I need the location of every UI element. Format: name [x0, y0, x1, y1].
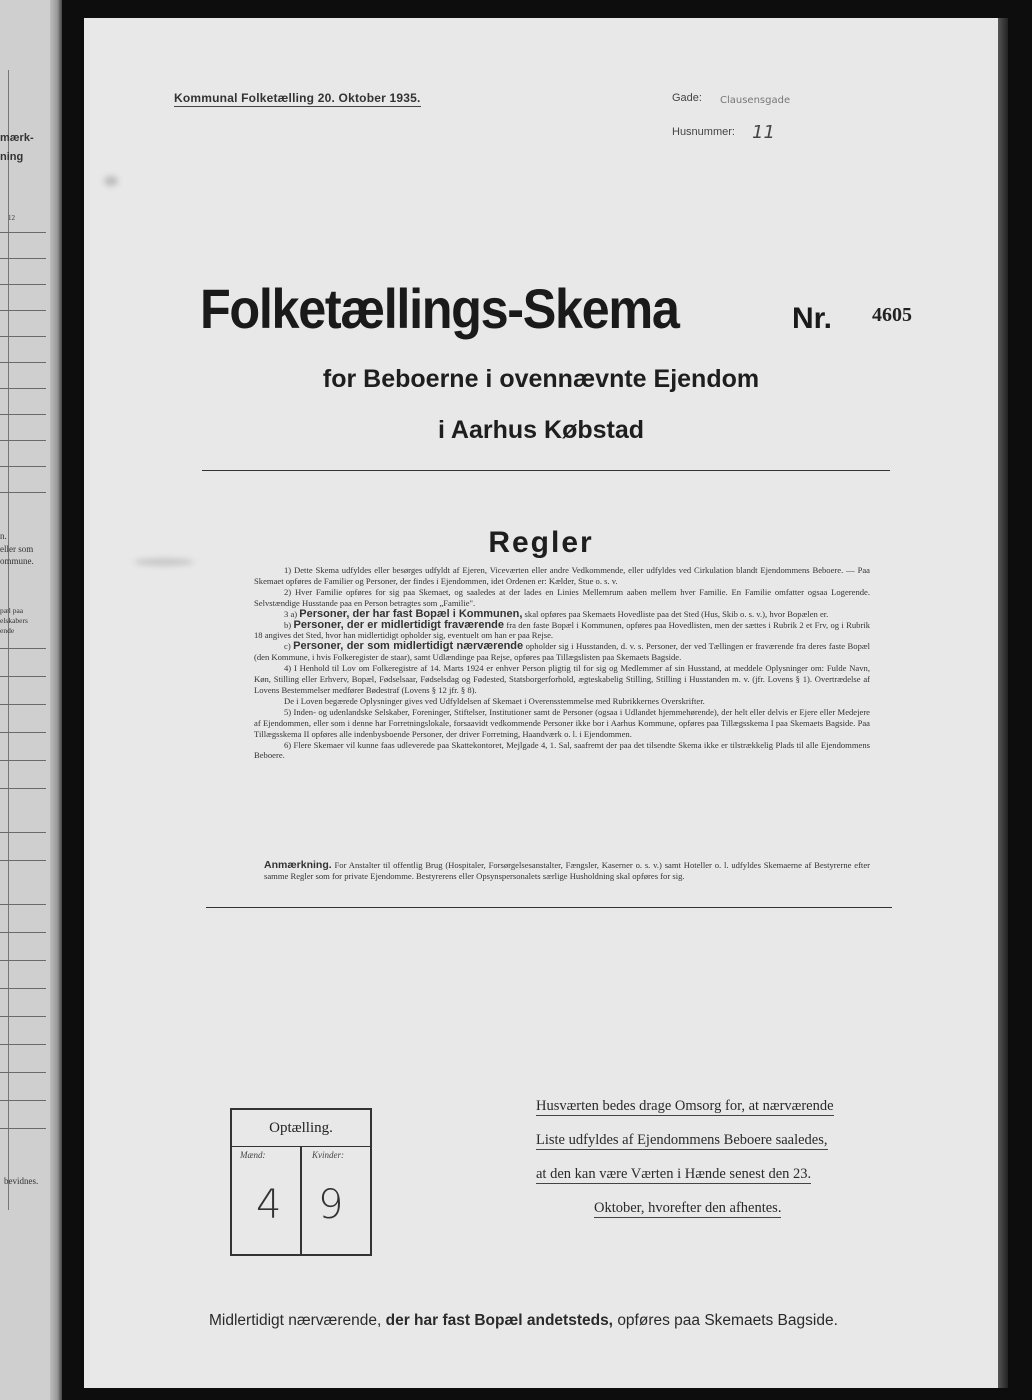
- rule-1: 1) Dette Skema udfyldes eller besørges udfyldt af Ejeren, Viceværten eller andre Vedkommende, eller udfyldes ved Cirkulation blandt Ejendommens Beboere. — Paa Skemaet opføres de Familier og Personer, der findes i Ejendommen, idet Ordenen er: Kælder, Stue o. s. v.: [254, 565, 870, 586]
- left-page-rule: [0, 760, 46, 761]
- rule-3c-bold: Personer, der som midlertidigt nærværende: [293, 640, 524, 653]
- count-heading: Optælling.: [232, 1110, 370, 1147]
- left-page-rule: [0, 676, 46, 677]
- remark-label: Anmærkning.: [264, 859, 332, 871]
- men-label: Mænd:: [240, 1150, 266, 1160]
- form-number: 4605: [872, 304, 912, 326]
- left-page-rule: [0, 704, 46, 705]
- rule-3b: [254, 620, 870, 642]
- footer-text: Midlertidigt nærværende,: [209, 1312, 382, 1329]
- rule-3a-bold: Personer, der har fast Bopæl i Kommunen,: [299, 607, 523, 620]
- left-page-rule: [0, 648, 46, 649]
- left-page-text: mærk-: [0, 132, 34, 144]
- left-page-text: bevidnes.: [4, 1176, 39, 1186]
- women-label: Kvinder:: [312, 1150, 344, 1160]
- footer-text: opføres paa Skemaets Bagside.: [617, 1312, 838, 1329]
- left-page-rule: [0, 732, 46, 733]
- left-page-text: 12: [8, 214, 15, 222]
- left-page-rule: [0, 414, 46, 415]
- men-count: 4: [256, 1182, 282, 1228]
- divider: [202, 470, 890, 471]
- left-page-strip: [0, 0, 62, 1400]
- divider: [206, 907, 892, 908]
- left-page-rule: [0, 1016, 46, 1017]
- house-number-label: Husnummer:: [672, 126, 735, 138]
- left-page-rule: [0, 310, 46, 311]
- left-page-rule: [0, 988, 46, 989]
- rule-6: 6) Flere Skemaer vil kunne faas udleverede paa Skattekontoret, Mejlgade 4, 1. Sal, saafremt der paa det tilsendte Skema ikke er tilstrækkelig Plads til alle Ejendommens Beboere.: [254, 739, 870, 761]
- left-page-text: n.: [0, 531, 7, 541]
- subtitle-city: i Aarhus Købstad: [437, 416, 645, 444]
- rule-3b-prefix: b): [284, 619, 292, 630]
- subtitle-residents: for Beboerne i ovennævnte Ejendom: [322, 365, 760, 393]
- census-date-line: Kommunal Folketælling 20. Oktober 1935.: [174, 91, 421, 105]
- footer-note: [209, 1312, 838, 1330]
- notice-line-4: [594, 1200, 781, 1217]
- left-page-rule: [0, 1044, 46, 1045]
- census-form-page: [84, 18, 998, 1388]
- footer-bold: der har fast Bopæl andetsteds,: [385, 1312, 613, 1329]
- rule-3c-prefix: c): [284, 641, 291, 652]
- rule-3a-text: skal opføres paa Skemaets Hovedliste paa det Sted (Hus, Skib o. s. v.), hvor Bopælen er.: [524, 608, 829, 619]
- left-page-rule: [0, 1128, 46, 1129]
- count-box: [230, 1108, 372, 1256]
- rule-3a-prefix: 3 a): [284, 608, 298, 619]
- notice-line-1: [536, 1098, 834, 1115]
- left-page-rule: [0, 258, 46, 259]
- notice-text: Liste udfyldes af Ejendommens Beboere saaledes,: [536, 1132, 828, 1148]
- left-page-rule: [0, 788, 46, 789]
- left-page-rule: [0, 1100, 46, 1101]
- remark-paragraph: [264, 860, 870, 882]
- rule-4: 4) I Henhold til Lov om Folkeregistre af 14. Marts 1924 er enhver Person pligtig til for sig og Medlemmer af sin Husstand, at meddele Oplysninger om: Fulde Navn, Køn, Stilling eller Erhverv, Bopæl, Fødselsaar, Fødselsdag og Fødested, Statsborgerforhold, ægteskabelig Stilling, Stilling i Husstanden m. v. (jfr. Lovens § 1). Overtrædelse af Lovens Bestemmelser medfører Bødestraf (Lovens § 12 jfr. § 8).: [254, 663, 870, 695]
- rules-heading: Regler: [488, 526, 594, 559]
- left-page-rule: [0, 932, 46, 933]
- left-page-column-line: [8, 70, 9, 1210]
- left-page-rule: [0, 336, 46, 337]
- rule-5: 5) Inden- og udenlandske Selskaber, Foreninger, Stiftelser, Institutioner samt de Personer (ogsaa i Udlandet hjemmehørende), der helt eller delvis er Ejere eller Medejere af Ejendommen, eller som i denne har Forretningslokale, forsaavidt vedkommende Personer ikke bor i Aarhus Kommune, opføres paa Tillægsskema I paa Skemaets Bagside. Paa Tillægsskema II opføres alle indenbysboende Personer, der driver Forretning, Haandværk o. l. i Ejendommen.: [254, 706, 870, 739]
- left-page-text: eller som: [0, 544, 34, 554]
- number-label: Nr.: [792, 302, 833, 335]
- left-page-rule: [0, 960, 46, 961]
- left-page-rule: [0, 492, 46, 493]
- left-page-rule: [0, 832, 46, 833]
- rule-4b: De i Loven begærede Oplysninger gives ved Udfyldelsen af Skemaet i Overensstemmelse med Rubrikkernes Overskrifter.: [284, 695, 705, 706]
- left-page-rule: [0, 1072, 46, 1073]
- notice-line-2: [536, 1132, 828, 1149]
- notice-text: Husværten bedes drage Omsorg for, at nærværende: [536, 1098, 834, 1114]
- street-value: Clausensgade: [720, 95, 791, 106]
- rule-3c: [254, 641, 870, 663]
- form-title: Folketællings-Skema: [200, 277, 679, 340]
- page-edge: [998, 18, 1008, 1388]
- house-number-value: 11: [752, 122, 775, 143]
- page-gutter: [50, 0, 62, 1400]
- left-page-rule: [0, 388, 46, 389]
- count-divider: [300, 1146, 302, 1254]
- remark-text: For Anstalter til offentlig Brug (Hospitaler, Forsørgelsesanstalter, Fængsler, Kaserner o. s. v.) samt Hoteller o. l. udfyldes Skemaerne af Bestyrerne efter samme Regler som for private Ejendomme. Bestyrerens eller Opsynspersonalets særlige Husholdning skal opføres for sig.: [264, 860, 871, 881]
- left-page-text: pæl paa: [0, 606, 24, 615]
- rule-3b-bold: Personer, der er midlertidigt fraværende: [293, 618, 505, 631]
- rule-2: 2) Hver Familie opføres for sig paa Skemaet, og saaledes at der lades en Linies Mellemrum aaben mellem hver Familie. En Familie omfatter ogsaa Logerende. Selvstændige Husstande paa en Person betragtes som „Familie".: [254, 586, 870, 608]
- women-count: 9: [318, 1182, 344, 1228]
- left-page-text: ende: [0, 626, 15, 635]
- stain: [104, 176, 118, 186]
- street-label: Gade:: [672, 92, 702, 104]
- left-page-rule: [0, 232, 46, 233]
- notice-text: at den kan være Værten i Hænde senest den 23.: [536, 1166, 812, 1182]
- notice-line-3: [536, 1166, 811, 1183]
- left-page-rule: [0, 466, 46, 467]
- notice-text: Oktober, hvorefter den afhentes.: [594, 1200, 782, 1216]
- left-page-rule: [0, 362, 46, 363]
- left-page-rule: [0, 440, 46, 441]
- left-page-text: ommune.: [0, 556, 34, 566]
- left-page-text: elskabers: [0, 616, 28, 625]
- rule-3c-text: opholder sig i Husstanden, d. v. s. Personer, der ved Tællingen er fraværende fra deres faste Bopæl (den Kommune, i hvis Folkeregister de staar), samt Udlændinge paa Rejse, opføres paa Tillægslisten paa Skemaets Bagside.: [254, 641, 870, 663]
- left-page-rule: [0, 904, 46, 905]
- rule-3b-text: fra den faste Bopæl i Kommunen, opføres paa Hovedlisten, men der sættes i Rubrik 2 et Frv, og i Rubrik 18 angives det Sted, hvor han midlertidigt opholder sig, eventuelt om han er paa Rejse.: [254, 619, 871, 641]
- left-page-text: ning: [0, 151, 24, 163]
- left-page-rule: [0, 860, 46, 861]
- rules-text: [254, 565, 870, 761]
- left-page-rule: [0, 284, 46, 285]
